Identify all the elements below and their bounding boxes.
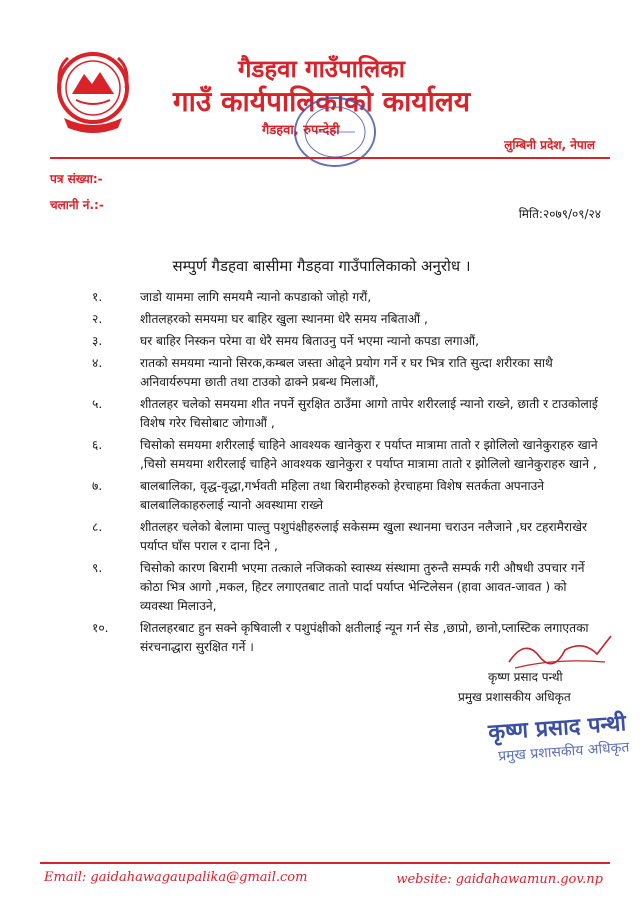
letter-date: मिति:२०७९/०९/२४: [518, 207, 601, 221]
letterhead-address: गैडहवा, रुपन्देही: [262, 123, 340, 138]
item-number: ४.: [92, 356, 103, 370]
footer-divider: [40, 862, 610, 864]
list-item: [92, 288, 602, 307]
stamp-signatory-title: प्रमुख प्रशासकीय अधिकृत: [497, 739, 630, 765]
dispatch-number-label: चलानी नं.:-: [50, 198, 104, 212]
list-item: [92, 477, 602, 515]
item-number: १०.: [92, 621, 109, 635]
item-text: चिसोको समयमा शरीरलाई चाहिने आवश्यक खानेकुरा र पर्याप्त मात्रामा तातो र झोलिलो खानेकुराहरु खाने ,चिसो समयमा शरीरलाई चाहिने आवश्यक खानेकुरा र पर्याप्त मात्रामा तातो र झोलिलो खानेकुराहरु खाने ,: [140, 438, 598, 471]
office-seal-stamp: [290, 92, 380, 172]
list-item: [92, 436, 602, 474]
header-divider: [50, 157, 610, 159]
signatory-name: कृष्ण प्रसाद पन्थी: [488, 670, 563, 684]
item-text: शितलहरबाट हुन सक्ने कृषिवाली र पशुपंक्षीको क्षतीलाई न्यून गर्न सेड ,छाप्रो, छानो,प्लास्टिक लगाएतका संरचनाद्धारा सुरक्षित गर्ने ।: [140, 621, 589, 654]
item-number: २.: [92, 312, 103, 326]
item-number: ९.: [92, 561, 103, 575]
item-text: शीतलहर चलेको बेलामा पाल्तु पशुपंक्षीहरुलाई सकेसम्म खुला स्थानमा चराउन नलैजाने ,घर टहरामैराखेर पर्याप्त घाँस पराल र दाना दिने ,: [140, 520, 588, 553]
letter-number-label: पत्र संख्या:-: [50, 172, 103, 186]
advisory-list: [92, 288, 602, 660]
letterhead-office-name: गाउँ कार्यपालिकाको कार्यालय: [172, 85, 471, 118]
handwritten-signature: [505, 632, 615, 672]
signatory-title: प्रमुख प्रशासकीय अधिकृत: [458, 690, 571, 704]
item-text: रातको समयमा न्यानो सिरक,कम्बल जस्ता ओढ्ने प्रयोग गर्ने र घर भित्र राति सुत्दा शरीरका साथै अनिवार्यरुपमा छाती तथा टाउको ढाक्ने प्रबन्ध मिलाऔं,: [140, 356, 553, 389]
item-text: चिसोको कारण बिरामी भएमा तत्काले नजिकको स्वास्थ्य संस्थामा तुरुन्तै सम्पर्क गरी औषधी उपचार गर्ने कोठा भित्र आगो ,मकल, हिटर लगाएतबाट तातो पार्दा पर्याप्त भेन्टिलेसन (हावा आवत-जावत ) को व्यवस्था मिलाउने,: [140, 561, 585, 613]
list-item: [92, 518, 602, 556]
footer-website: website: gaidahawamun.gov.np: [396, 872, 603, 887]
item-number: ६.: [92, 438, 103, 452]
item-text: जाडो याममा लागि समयमै न्यानो कपडाको जोहो गरौं,: [140, 290, 372, 304]
item-number: १.: [92, 290, 103, 304]
letterhead-province: लुम्बिनी प्रदेश, नेपाल: [504, 138, 595, 152]
letterhead-municipality-name: गैडहवा गाउँपालिका: [238, 55, 405, 83]
footer-email: Email: gaidahawagaupalika@gmail.com: [44, 870, 308, 885]
item-number: ७.: [92, 479, 103, 493]
item-number: ३.: [92, 334, 103, 348]
list-item: [92, 332, 602, 351]
item-text: बालबालिका, वृद्ध-वृद्धा,गर्भवती महिला तथा बिरामीहरुको हेरचाहमा विशेष सतर्कता अपनाउने बालबालिकाहरुलाई न्यानो अवस्थामा राख्ने: [140, 479, 545, 512]
item-text: शीतलहर चलेको समयमा शीत नपर्ने सुरक्षित ठाउँमा आगो तापेर शरीरलाई न्यानो राख्ने, छाती र टाउकोलाई विशेष गरेर चिसोबाट जोगाऔं ,: [140, 397, 598, 430]
list-item: [92, 354, 602, 392]
item-text: शीतलहरको समयमा घर बाहिर खुला स्थानमा धेरै समय नबिताऔं ,: [140, 312, 428, 326]
list-item: [92, 395, 602, 433]
letter-subject: सम्पुर्ण गैडहवा बासीमा गैडहवा गाउँपालिकाको अनुरोध ।: [172, 257, 471, 275]
item-text: घर बाहिर निस्कन परेमा वा धेरै समय बिताउनु पर्ने भएमा न्यानो कपडा लगाऔं,: [140, 334, 479, 348]
list-item: [92, 310, 602, 329]
list-item: [92, 559, 602, 616]
stamp-signatory-name: कृष्ण प्रसाद पन्थी: [487, 711, 627, 746]
item-number: ५.: [92, 397, 103, 411]
item-number: ८.: [92, 520, 103, 534]
